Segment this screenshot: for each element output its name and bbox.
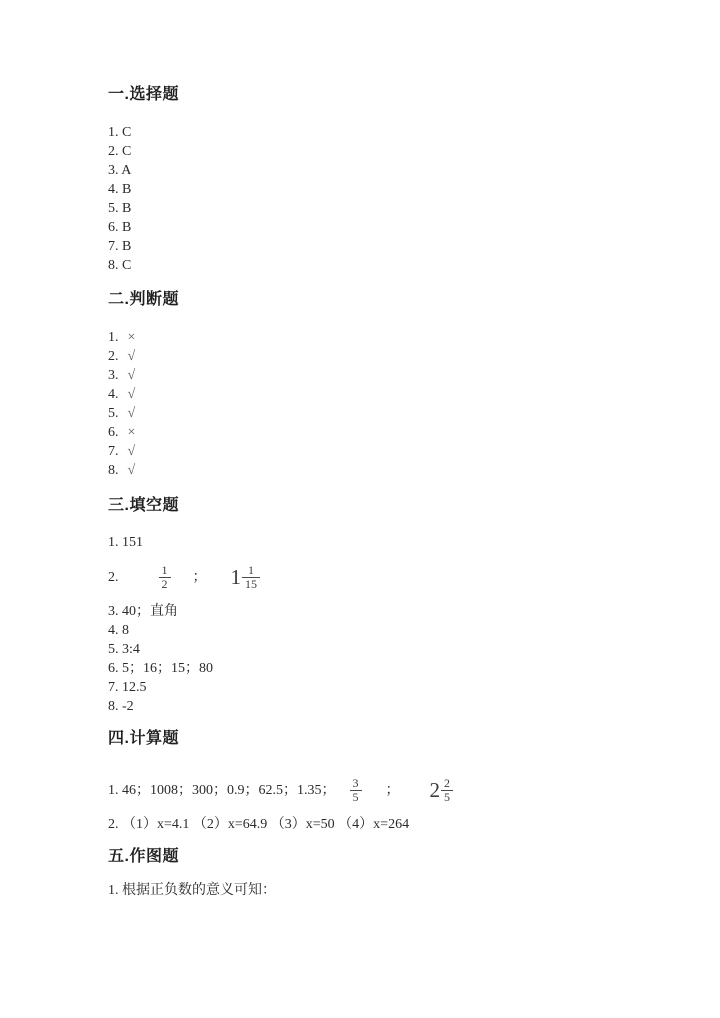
section-judge-title: 二.判断题 [108,291,179,308]
judge-answer-list [108,328,688,480]
choice-answer-1: 1. C [108,125,132,140]
fill-answer-4: 4. 8 [108,623,129,638]
section-choice-title: 一.选择题 [108,86,179,103]
judge-answer-5 [108,404,688,423]
fill-answer-3: 3. 40；直角 [108,604,178,619]
answer-number: 2. [108,349,119,364]
answer-number: 5. [108,406,119,421]
choice-answer-4: 4. B [108,182,132,197]
judge-answer-1 [108,328,688,347]
answer-number: 7. [108,444,119,459]
fraction-one-half [159,564,171,591]
fill-answer-list [108,533,688,716]
section-choice [108,86,688,275]
separator: ； [192,569,207,585]
separator: ； [385,782,400,798]
calc-answer-values: 1. 46；1008；300；0.9；62.5；1.35； [108,782,336,798]
section-calc-title: 四.计算题 [108,730,179,747]
judge-mark: √ [127,387,136,402]
choice-answer-list [108,123,688,275]
section-fill [108,497,688,716]
choice-answer-3: 3. A [108,163,132,178]
judge-mark: √ [127,444,136,459]
fraction-denominator: 15 [242,577,260,591]
fill-answer-6: 6. 5；16；15；80 [108,661,213,676]
fraction-numerator: 3 [352,775,359,790]
choice-answer-2: 2. C [108,144,132,159]
fraction-numerator: 2 [444,775,450,790]
answer-number: 1. [108,330,119,345]
judge-answer-3 [108,366,688,385]
choice-answer-6: 6. B [108,220,132,235]
fill-answer-5: 5. 3:4 [108,642,140,657]
fraction-numerator: 1 [248,562,254,577]
judge-answer-8 [108,461,688,480]
answer-sheet [108,86,688,900]
judge-mark: × [127,425,136,440]
fill-answer-1: 1. 151 [108,535,143,550]
section-judge [108,291,688,480]
fraction-denominator: 5 [441,790,453,804]
mixed-number [231,564,261,591]
calc-answer-2: 2. （1）x=4.1 （2）x=64.9 （3）x=50 （4）x=264 [108,817,410,832]
fill-answer-7: 7. 12.5 [108,680,147,695]
judge-mark: √ [127,368,136,383]
fill-answer-8: 8. -2 [108,699,134,714]
answer-number: 2. [108,569,119,585]
answer-number: 6. [108,425,119,440]
fill-answer-2 [108,552,688,602]
judge-answer-2 [108,347,688,366]
fraction-denominator: 5 [350,790,362,804]
fraction-three-fifths [350,777,362,804]
judge-answer-6 [108,423,688,442]
section-fill-title: 三.填空题 [108,497,179,514]
mixed-number [430,777,454,804]
fraction-one-fifteenth [242,564,260,591]
answer-number: 8. [108,463,119,478]
choice-answer-5: 5. B [108,201,132,216]
draw-answer-1: 1. 根据正负数的意义可知： [108,883,276,898]
judge-mark: √ [127,406,136,421]
answer-number: 3. [108,368,119,383]
mixed-whole: 2 [429,778,440,802]
mixed-whole: 1 [230,565,241,589]
judge-mark: √ [127,463,136,478]
draw-answer-list [108,881,688,900]
section-calc [108,730,688,834]
judge-mark: × [127,330,136,345]
calc-answer-1 [108,771,688,809]
choice-answer-8: 8. C [108,258,132,273]
judge-mark: √ [127,349,136,364]
answer-number: 4. [108,387,119,402]
fraction-numerator: 1 [161,562,168,577]
choice-answer-7: 7. B [108,239,132,254]
section-draw [108,848,688,900]
section-draw-title: 五.作图题 [108,848,179,865]
calc-answer-list [108,771,688,834]
judge-answer-7 [108,442,688,461]
fraction-denominator: 2 [159,577,171,591]
fraction-two-fifths [441,777,453,804]
judge-answer-4 [108,385,688,404]
